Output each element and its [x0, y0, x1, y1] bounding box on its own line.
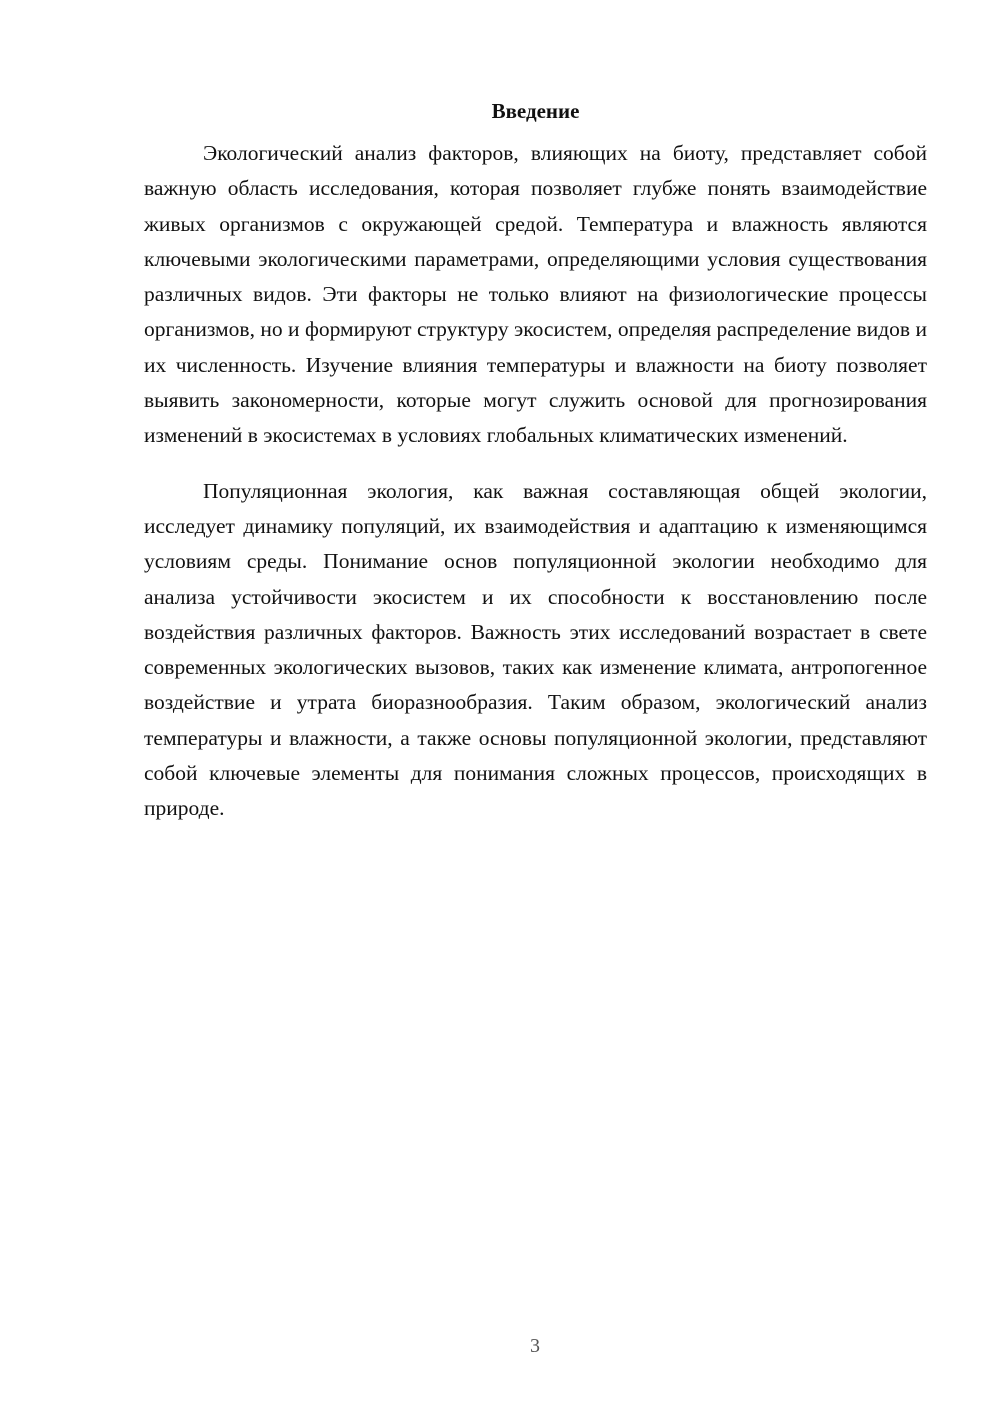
- page-number: 3: [530, 1335, 540, 1357]
- section-title: Введение: [491, 99, 580, 123]
- page-content: [144, 96, 927, 827]
- paragraph-2: Популяционная экология, как важная составляющая общей экологии, исследует динамику популяций, их взаимодействия и адаптацию к изменяющимся условиям среды. Понимание основ популяционной экологии необходимо для анализа устойчивости экосистем и их способности к восстановлению после воздействия различных факторов. Важность этих исследований возрастает в свете современных экологических вызовов, таких как изменение климата, антропогенное воздействие и утрата биоразнообразия. Таким образом, экологический анализ температуры и влажности, а также основы популяционной экологии, представляют собой ключевые элементы для понимания сложных процессов, происходящих в природе.: [144, 478, 927, 821]
- paragraph-1: Экологический анализ факторов, влияющих на биоту, представляет собой важную область исследования, которая позволяет глубже понять взаимодействие живых организмов с окружающей средой. Температура и влажность являются ключевыми экологическими параметрами, определяющими условия существования различных видов. Эти факторы не только влияют на физиологические процессы организмов, но и формируют структуру экосистем, определяя распределение видов и их численность. Изучение влияния температуры и влажности на биоту позволяет выявить закономерности, которые могут служить основой для прогнозирования изменений в экосистемах в условиях глобальных климатических изменений.: [144, 141, 927, 448]
